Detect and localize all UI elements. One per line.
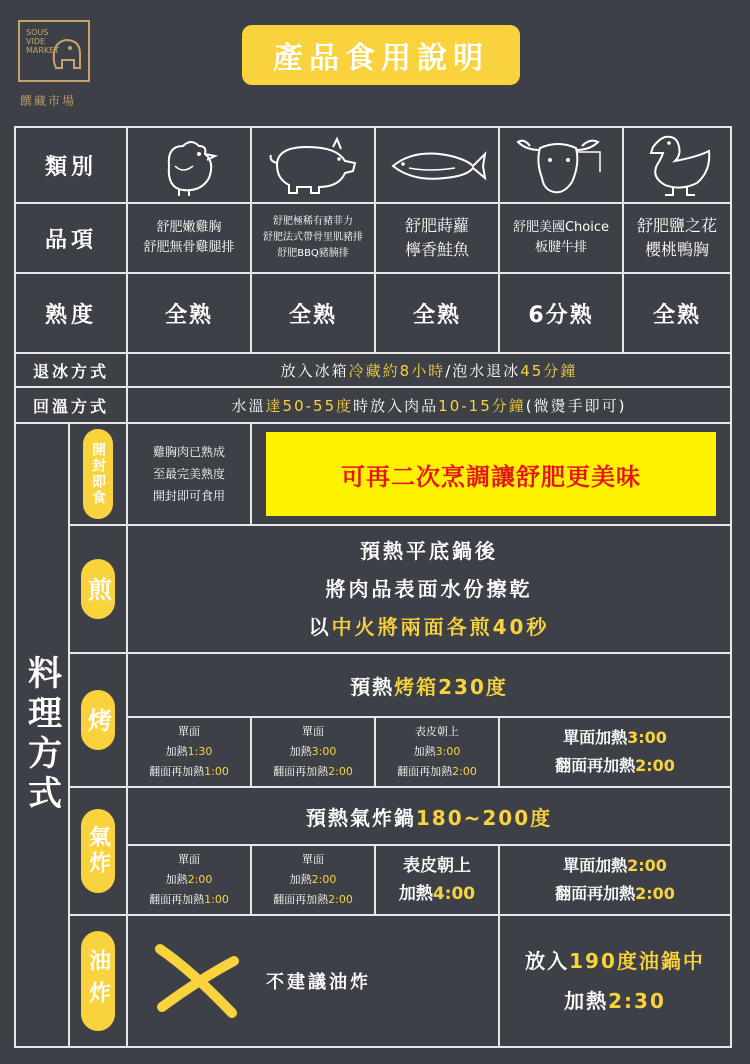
airfry-time: 2:00 [311,873,337,886]
open-note [128,424,252,526]
roast-step: 翻面再加熱 [555,756,636,775]
roast-salmon [376,718,500,788]
roast-time: 2:00 [452,765,477,778]
airfry-time: 1:00 [204,893,229,906]
deepfry-step: 放入 [525,949,570,973]
airfry-step: 加熱 [398,884,433,904]
fry-step: 以 [308,615,332,639]
cross-icon [152,941,242,1021]
deepfry-step: 加熱 [564,989,609,1013]
item-text: 板腱牛排 [534,240,587,255]
item-text: 舒肥鹽之花 [636,216,717,235]
airfry-step: 單面 [177,853,200,866]
open-note-line: 開封即可食用 [152,489,225,503]
airfry-step: 翻面再加熱 [555,884,636,903]
reheat-highlight: 可再二次烹調讓舒肥更美味 [266,432,716,516]
airfry-time: 2:00 [627,856,667,875]
logo-line-3: MARKET [26,46,60,55]
airfry-heading-highlight: 180~200度 [415,805,553,830]
roast-time: 3:00 [627,728,667,747]
chicken-icon [128,128,252,204]
duck-icon [624,128,730,204]
airfry-badge: 氣炸 [81,809,115,893]
items-label: 品項 [16,204,128,274]
fish-icon [376,128,500,204]
roast-badge: 烤 [81,690,115,750]
open-badge-cell [70,424,128,526]
logo-chinese-name: 饌藏市場 [20,94,77,108]
logo-line-1: SOUS [26,28,49,37]
logo-line-2: VIDE [26,37,46,46]
open-note-line: 雞胸肉已熟成 [152,445,225,459]
airfry-step: 表皮朝上 [402,856,471,876]
roast-step: 加熱 [165,745,188,758]
airfry-step: 加熱 [289,873,312,886]
item-chicken [128,204,252,274]
cook-label-cell [16,424,70,1046]
airfry-step: 單面 [301,853,324,866]
airfry-step: 單面加熱 [563,856,628,875]
logo-frame [18,20,90,82]
roast-step: 單面 [301,725,324,738]
roast-step: 翻面再加熱 [273,765,329,778]
fry-step: 預熱平底鍋後 [360,539,498,563]
deepfry-badge: 油炸 [81,931,115,1031]
open-note-line: 至最完美熟度 [152,467,225,481]
roast-heading-highlight: 烤箱230度 [394,674,508,699]
roast-time: 2:00 [635,756,675,775]
pig-icon [252,128,376,204]
roast-badge-cell [70,654,128,788]
deepfry-not-text: 不建議油炸 [266,972,371,993]
thaw-label: 退冰方式 [16,354,128,388]
thaw-text: /泡水退冰 [445,361,521,380]
warm-text: 水溫 [231,396,266,415]
warm-highlight: 達50-55度 [265,396,354,415]
item-pork [252,204,376,274]
deepfry-duck [500,916,730,1046]
roast-step: 表皮朝上 [414,725,459,738]
airfry-step: 翻面再加熱 [149,893,205,906]
page-title: 產品食用說明 [242,25,520,85]
airfry-time: 2:00 [635,884,675,903]
deepfry-badge-cell [70,916,128,1046]
fry-step-highlight: 中火將兩面各煎40秒 [331,615,550,639]
roast-time: 1:30 [187,745,213,758]
fry-instructions [128,526,730,654]
open-badge: 開封即食 [83,429,113,519]
brand-logo [18,20,90,112]
doneness-label: 熟度 [16,274,128,354]
item-duck [624,204,730,274]
item-salmon [376,204,500,274]
warm-highlight: 10-15分鐘 [438,396,526,415]
cook-label: 料理方式 [21,655,62,815]
item-text: 舒肥無骨雞腿排 [143,240,235,255]
warm-label: 回溫方式 [16,388,128,424]
item-text: 舒肥BBQ豬腩排 [277,248,349,259]
doneness-beef: 6分熟 [500,274,624,354]
roast-time: 2:00 [328,765,353,778]
item-text: 舒肥嫩雞胸 [156,220,222,235]
item-text: 櫻桃鴨胸 [644,240,709,259]
airfry-step: 翻面再加熱 [273,893,329,906]
roast-time: 3:00 [435,745,461,758]
roast-pork [252,718,376,788]
open-highlight-cell [252,424,730,526]
category-label: 類別 [16,128,128,204]
roast-step: 加熱 [289,745,312,758]
roast-time: 1:00 [204,765,229,778]
warm-method [128,388,730,424]
roast-time: 3:00 [311,745,337,758]
airfry-step: 加熱 [165,873,188,886]
roast-step: 加熱 [413,745,436,758]
fry-badge-cell [70,526,128,654]
instruction-table [14,126,732,1048]
roast-heading [128,654,730,718]
fry-step: 將肉品表面水份擦乾 [325,577,533,601]
item-beef [500,204,624,274]
deepfry-time: 2:30 [608,989,666,1013]
item-text: 舒肥蒔蘿 [404,216,469,235]
roast-heading-text: 預熱 [350,674,395,699]
airfry-time: 4:00 [432,884,476,904]
doneness-chicken: 全熟 [128,274,252,354]
airfry-heading [128,788,730,846]
item-text: 舒肥極稀有豬菲力 [273,216,353,227]
thaw-text: 放入冰箱 [280,361,349,380]
warm-text: 時放入肉品 [353,396,439,415]
deepfry-step-highlight: 190度油鍋中 [569,949,705,973]
doneness-duck: 全熟 [624,274,730,354]
warm-text: (微燙手即可) [525,396,627,415]
doneness-salmon: 全熟 [376,274,500,354]
airfry-chicken [128,846,252,916]
airfry-heading-text: 預熱氣炸鍋 [305,805,416,830]
thaw-highlight: 45分鐘 [520,361,578,380]
item-text: 檸香鮭魚 [404,240,469,259]
item-text: 舒肥法式帶骨里肌豬排 [263,232,363,243]
cow-icon [500,128,624,204]
roast-step: 單面 [177,725,200,738]
airfry-salmon [376,846,500,916]
elephant-icon [50,32,84,72]
roast-step: 單面加熱 [563,728,628,747]
thaw-method [128,354,730,388]
thaw-highlight: 冷藏約8小時 [348,361,446,380]
airfry-time: 2:00 [328,893,353,906]
roast-chicken [128,718,252,788]
airfry-badge-cell [70,788,128,916]
roast-step: 翻面再加熱 [149,765,205,778]
roast-step: 翻面再加熱 [397,765,453,778]
doneness-pork: 全熟 [252,274,376,354]
fry-badge: 煎 [81,559,115,619]
roast-beef-duck [500,718,730,788]
airfry-time: 2:00 [187,873,213,886]
airfry-beef-duck [500,846,730,916]
item-text: 舒肥美國Choice [512,220,610,235]
airfry-pork [252,846,376,916]
deepfry-not-recommended [128,916,500,1046]
